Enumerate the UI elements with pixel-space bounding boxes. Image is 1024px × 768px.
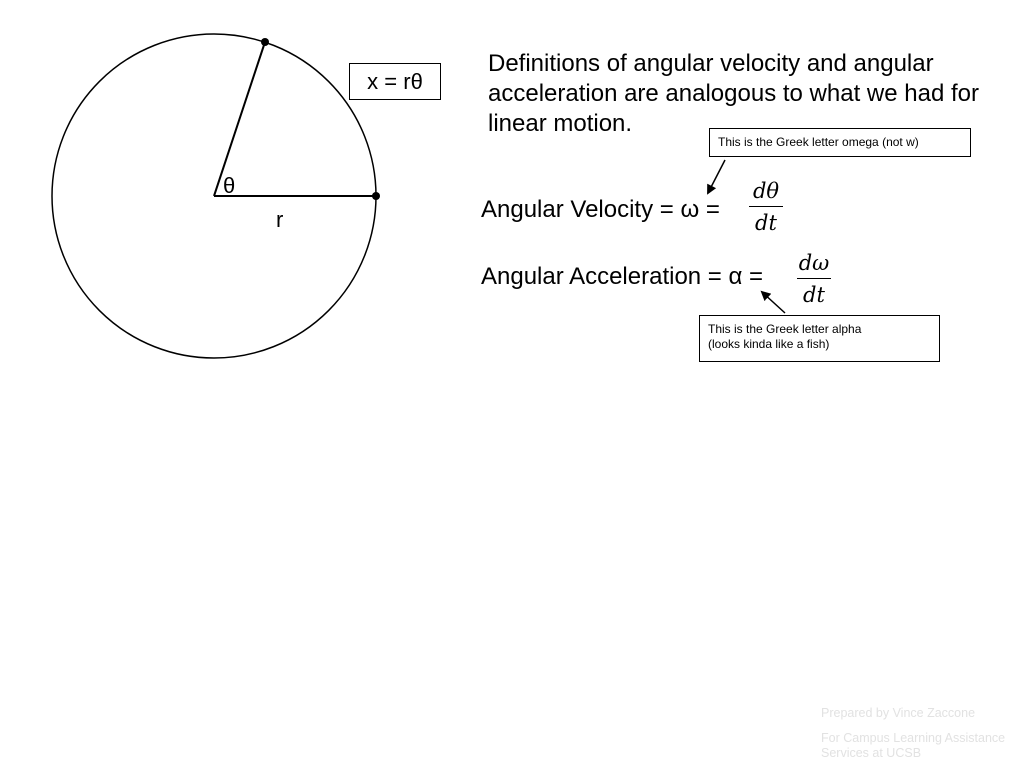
velocity-fraction-bar — [749, 206, 783, 207]
alpha-note-line2: (looks kinda like a fish) — [708, 337, 830, 351]
angular-velocity-fraction — [749, 178, 783, 236]
arc-length-formula: x = rθ — [367, 68, 423, 94]
velocity-denominator: dt — [755, 211, 777, 235]
velocity-numerator: dθ — [752, 179, 780, 203]
acceleration-denominator: dt — [803, 283, 825, 307]
heading-text: Definitions of angular velocity and angular acceleration are analogous to what we had for linear motion. — [488, 50, 979, 137]
omega-note-box — [709, 128, 971, 157]
angular-acceleration-fraction — [797, 250, 831, 308]
acceleration-fraction-bar — [797, 278, 831, 279]
point-marker-top — [261, 38, 269, 46]
alpha-note-box — [699, 315, 940, 362]
arc-length-formula-box — [349, 63, 441, 100]
rotated-radius-line — [214, 42, 265, 196]
omega-note-text: This is the Greek letter omega (not w) — [718, 135, 919, 149]
radius-label: r — [276, 207, 284, 232]
alpha-pointer-arrow — [762, 292, 785, 313]
angular-acceleration-label: Angular Acceleration = α = — [481, 263, 764, 290]
footer-affiliation: For Campus Learning Assistance Services at UCSB — [821, 731, 1006, 760]
footer-credit: Prepared by Vince Zaccone — [821, 706, 976, 720]
alpha-note-line1: This is the Greek letter alpha — [708, 322, 862, 336]
acceleration-numerator: dω — [798, 251, 830, 275]
theta-label: θ — [223, 173, 236, 198]
point-marker-right — [372, 192, 380, 200]
omega-pointer-arrow — [708, 160, 725, 193]
angular-velocity-label: Angular Velocity = ω = — [481, 196, 720, 223]
